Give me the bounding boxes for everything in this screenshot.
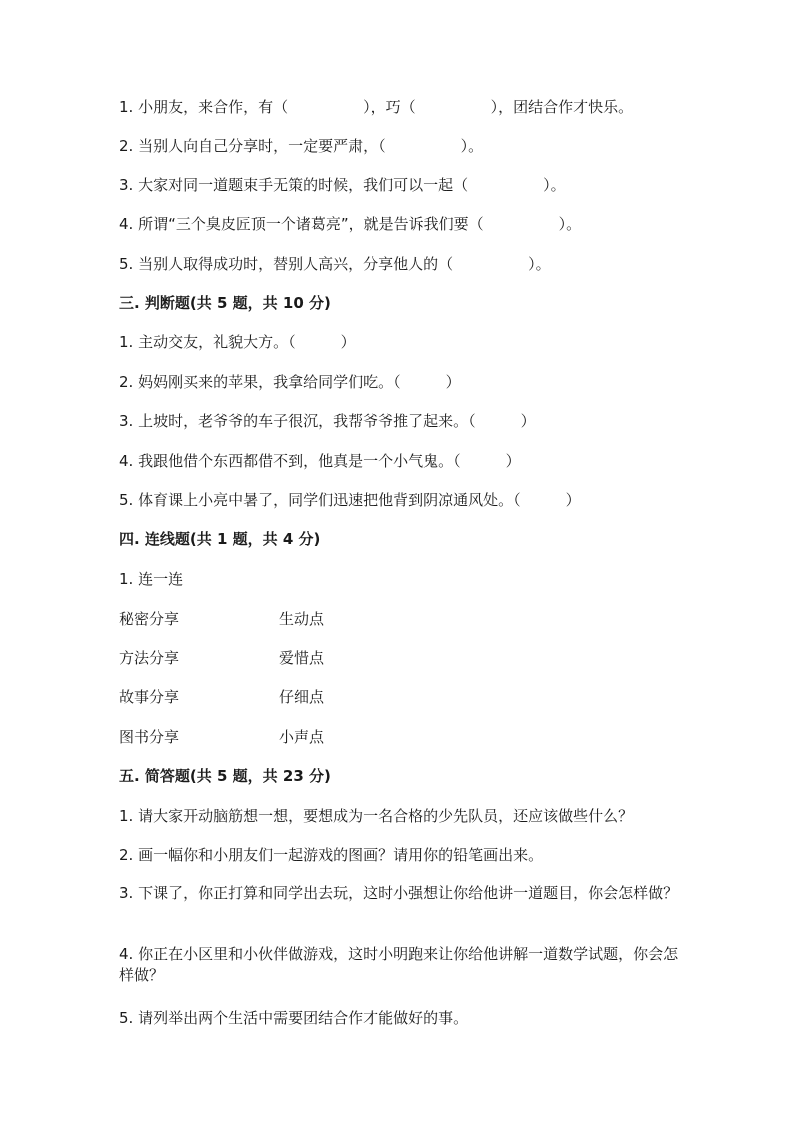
fill-in-question-4: 4. 所谓“三个臭皮匠顶一个诸葛亮”，就是告诉我们要（ ）。 <box>119 215 582 233</box>
matching-left-item-4: 图书分享 <box>119 728 180 746</box>
matching-right-item-3: 仔细点 <box>279 688 325 706</box>
matching-left-item-2: 方法分享 <box>119 649 180 667</box>
section-heading-short-answer: 五. 简答题(共 5 题，共 23 分) <box>119 767 331 785</box>
fill-in-question-1: 1. 小朋友，来合作，有（ ），巧（ ），团结合作才快乐。 <box>119 98 634 116</box>
matching-question: 1. 连一连 <box>119 570 184 588</box>
section-heading-matching: 四. 连线题(共 1 题，共 4 分) <box>119 530 321 548</box>
short-answer-question-4: 4. 你正在小区里和小伙伴做游戏，这时小明跑来让你给他讲解一道数学试题，你会怎样做？ <box>119 945 679 984</box>
matching-right-item-2: 爱惜点 <box>279 649 325 667</box>
judgement-question-1: 1. 主动交友，礼貌大方。（ ） <box>119 333 356 351</box>
matching-left-item-1: 秘密分享 <box>119 610 180 628</box>
short-answer-question-2: 2. 画一幅你和小朋友们一起游戏的图画？请用你的铅笔画出来。 <box>119 846 544 864</box>
matching-right-item-1: 生动点 <box>279 610 325 628</box>
judgement-question-3: 3. 上坡时，老爷爷的车子很沉，我帮爷爷推了起来。（ ） <box>119 412 536 430</box>
short-answer-question-1: 1. 请大家开动脑筋想一想，要想成为一名合格的少先队员，还应该做些什么？ <box>119 807 634 825</box>
matching-right-item-4: 小声点 <box>279 728 325 746</box>
judgement-question-2: 2. 妈妈刚买来的苹果，我拿给同学们吃。（ ） <box>119 373 461 391</box>
judgement-question-4: 4. 我跟他借个东西都借不到，他真是一个小气鬼。（ ） <box>119 452 521 470</box>
fill-in-question-5: 5. 当别人取得成功时，替别人高兴，分享他人的（ ）。 <box>119 255 551 273</box>
section-heading-judgement: 三. 判断题(共 5 题，共 10 分) <box>119 294 331 312</box>
short-answer-question-5: 5. 请列举出两个生活中需要团结合作才能做好的事。 <box>119 1009 469 1027</box>
short-answer-question-3: 3. 下课了，你正打算和同学出去玩，这时小强想让你给他讲一道题目，你会怎样做？ <box>119 884 679 902</box>
matching-left-item-3: 故事分享 <box>119 688 180 706</box>
fill-in-question-2: 2. 当别人向自己分享时，一定要严肃，（ ）。 <box>119 137 484 155</box>
fill-in-question-3: 3. 大家对同一道题束手无策的时候，我们可以一起（ ）。 <box>119 176 566 194</box>
judgement-question-5: 5. 体育课上小亮中暑了，同学们迅速把他背到阴凉通风处。（ ） <box>119 491 581 509</box>
